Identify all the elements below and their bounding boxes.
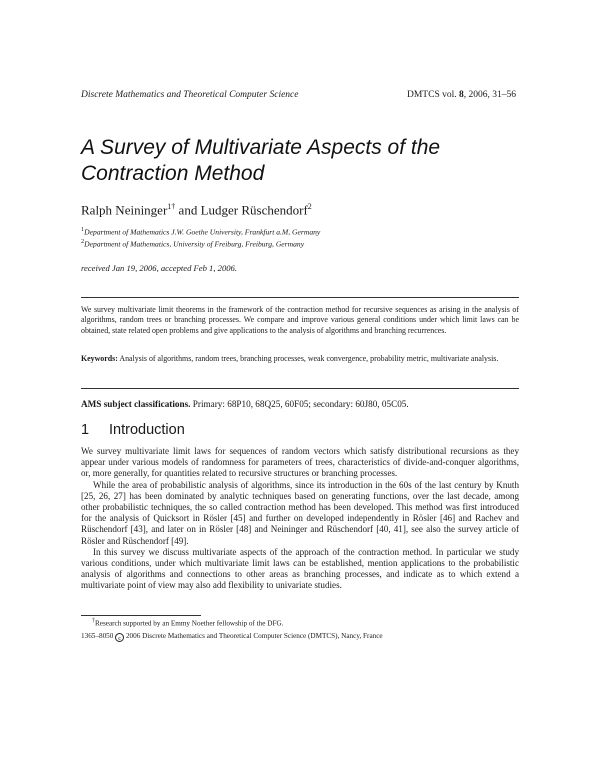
affiliation-2 xyxy=(81,238,304,249)
ams-label: AMS subject classifications. xyxy=(81,399,191,409)
citation-suffix: , 2006, 31–56 xyxy=(463,90,516,100)
author-and: and xyxy=(178,202,198,218)
copyright-symbol: c xyxy=(115,633,124,642)
copyright-line xyxy=(81,632,383,642)
paragraph-2: While the area of probabilistic analysis of algorithms, since its introduction in the 60s of the last century by Knuth [25, 26, 27] has been dominated by analytic techniques based on generating functions, over the last decade, among other probabilistic techniques, the so called contraction method has been developed. This method was first introduced for the analysis of Quicksort in Rösler [45] and further on developed independently in Rösler [46] and Rachev and Rüschendorf [43], and later on in Rösler [48] and Neininger and Rüschendorf [40, 41], see also the survey article of Rösler and Rüschendorf [49]. xyxy=(81,479,519,546)
journal-name: Discrete Mathematics and Theoretical Computer Science xyxy=(81,90,299,100)
section-body xyxy=(81,446,519,592)
affiliation-2-mark: 2 xyxy=(81,238,85,245)
keywords xyxy=(81,354,519,364)
paper-title: A Survey of Multivariate Aspects of the Contraction Method xyxy=(81,136,441,185)
abstract-top-rule xyxy=(81,297,519,298)
received-date: received Jan 19, 2006, accepted Feb 1, 2006. xyxy=(81,263,237,273)
footnote-text: Research supported by an Emmy Noether fellowship of the DFG. xyxy=(95,619,284,628)
keywords-label: Keywords: xyxy=(81,354,118,363)
citation-prefix: DMTCS vol. xyxy=(407,90,457,100)
abstract-text: We survey multivariate limit theorems in the framework of the contraction method for recursive sequences as arising in the analysis of algorithms, random trees or branching processes. We compare and improve various general conditions under which limit laws can be obtained, state related open problems and give applications to the analysis of algorithms and branching recurrences. xyxy=(81,305,519,335)
paragraph-1: We survey multivariate limit laws for sequences of random vectors which satisfy distributional recursions as they appear under various models of randomness for parameters of trees, characteristics of divide-and-conquer algorithms, or, more generally, for quantities related to recursive structures or branching processes. xyxy=(81,446,519,479)
section-heading xyxy=(81,422,185,438)
affiliation-1-mark: 1 xyxy=(81,226,85,233)
author-2-marks: 2 xyxy=(307,202,312,211)
ams-text: Primary: 68P10, 68Q25, 60F05; secondary: 60J80, 05C05. xyxy=(192,399,409,409)
author-2: Ludger Rüschendorf xyxy=(200,202,308,218)
affiliation-2-text: Department of Mathematics, University of Freiburg, Freiburg, Germany xyxy=(84,239,305,249)
section-title: Introduction xyxy=(109,422,185,438)
footnote-mark: † xyxy=(92,618,95,624)
footnote-rule xyxy=(81,615,201,616)
footnote xyxy=(92,618,283,627)
issn: 1365–8050 xyxy=(81,632,114,640)
journal-citation xyxy=(407,90,516,100)
paragraph-3: In this survey we discuss multivariate aspects of the approach of the contraction method. In particular we study various conditions, under which multivariate limit laws can be established, mention applications to the probabilistic analysis of algorithms and connections to other areas as branching processes, and indicate as to which extend a multivariate point of view may also add flexibility to univariate studies. xyxy=(81,546,519,591)
author-1: Ralph Neininger xyxy=(81,202,168,218)
ams-classification xyxy=(81,399,409,409)
abstract-bottom-rule xyxy=(81,388,519,389)
section-number: 1 xyxy=(81,422,90,438)
affiliation-1 xyxy=(81,226,320,237)
keywords-text: Analysis of algorithms, random trees, branching processes, weak convergence, probability metric, multivariate analysis. xyxy=(119,354,499,363)
author-line xyxy=(81,202,312,218)
affiliation-1-text: Department of Mathematics J.W. Goethe University, Frankfurt a.M, Germany xyxy=(84,227,321,237)
copyright-text: 2006 Discrete Mathematics and Theoretical Computer Science (DMTCS), Nancy, France xyxy=(125,632,383,640)
citation-volume: 8 xyxy=(459,90,464,100)
author-1-marks: 1† xyxy=(167,202,176,211)
